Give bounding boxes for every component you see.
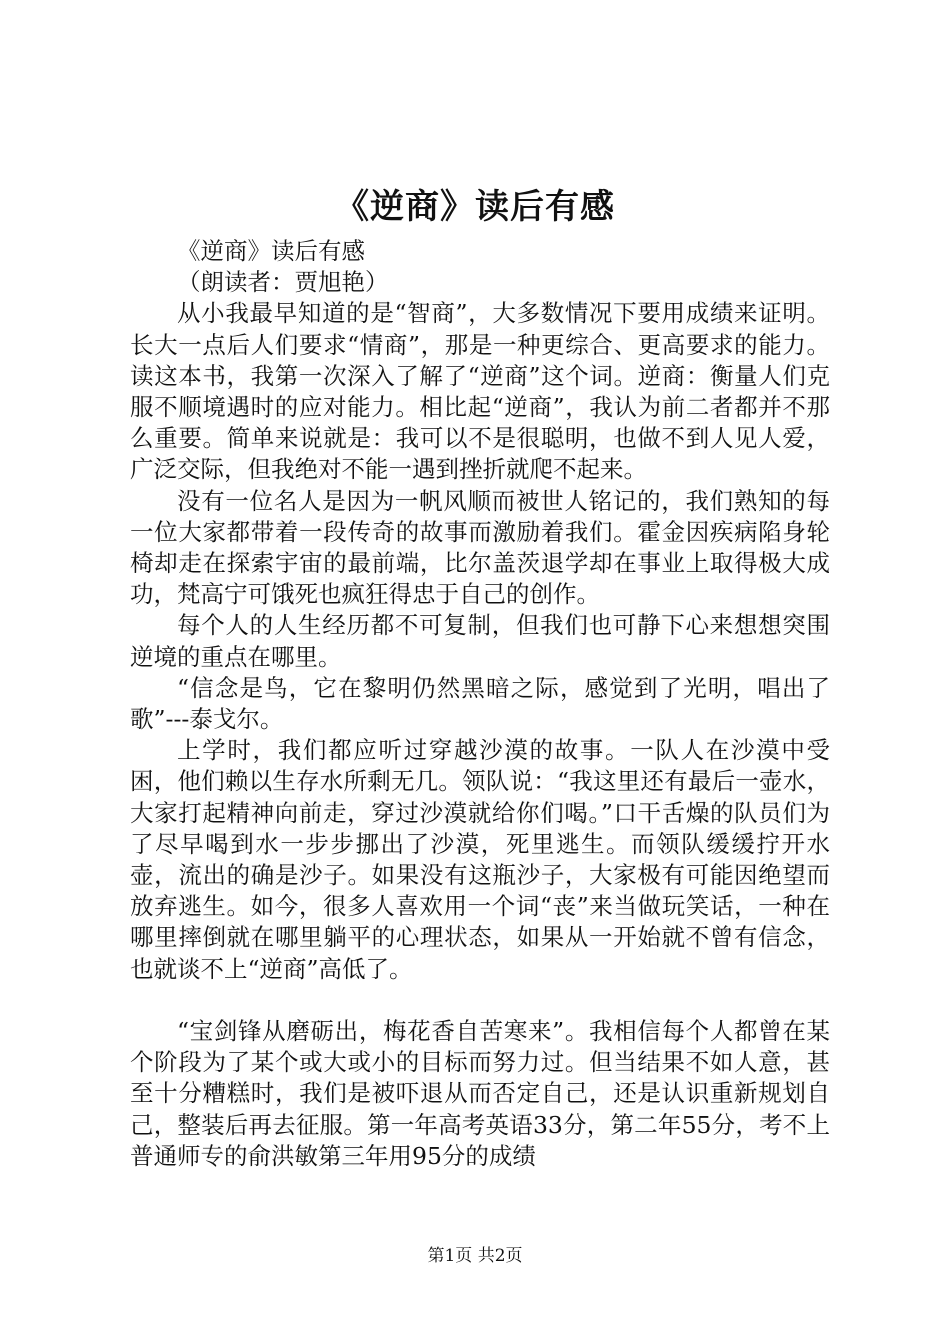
paragraph: “宝剑锋从磨砺出，梅花香自苦寒来”。我相信每个人都曾在某个阶段为了某个或大或小的目标而努力过。但当结果不如人意，甚至十分糟糕时，我们是被吓退从而否定自己，还是认识重新规划自己，整装后再去征服。第一年高考英语33分，第二年55分，考不上普通师专的俞洪敏第三年用95分的成绩	[130, 1017, 830, 1170]
reader-line: （朗读者：贾旭艳）	[177, 268, 389, 297]
page-number: 第1页 共2页	[427, 1246, 523, 1266]
document-body	[130, 236, 830, 1172]
paragraph: 没有一位名人是因为一帆风顺而被世人铭记的，我们熟知的每一位大家都带着一段传奇的故事而激励着我们。霍金因疾病陷身轮椅却走在探索宇宙的最前端，比尔盖茨退学却在事业上取得极大成功，梵高宁可饿死也疯狂得忠于自己的创作。	[130, 486, 830, 609]
subtitle-line: 《逆商》读后有感	[177, 237, 365, 265]
blank-line	[130, 985, 830, 1016]
document-title: 《逆商》读后有感	[335, 187, 615, 227]
paragraph: 每个人的人生经历都不可复制，但我们也可静下心来想想突围逆境的重点在哪里。	[130, 611, 830, 671]
paragraph: 从小我最早知道的是“智商”，大多数情况下要用成绩来证明。长大一点后人们要求“情商”，那是一种更综合、更高要求的能力。读这本书，我第一次深入了解了“逆商”这个词。逆商：衡量人们克服不顺境遇时的应对能力。相比起“逆商”，我认为前二者都并不那么重要。简单来说就是：我可以不是很聪明，也做不到人见人爱，广泛交际，但我绝对不能一遇到挫折就爬不起来。	[130, 299, 830, 484]
paragraph: 上学时，我们都应听过穿越沙漠的故事。一队人在沙漠中受困，他们赖以生存水所剩无几。领队说：“我这里还有最后一壶水，大家打起精神向前走，穿过沙漠就给你们喝。”口干舌燥的队员们为了尽早喝到水一步步挪出了沙漠，死里逃生。而领队缓缓拧开水壶，流出的确是沙子。如果没有这瓶沙子，大家极有可能因绝望而放弃逃生。如今，很多人喜欢用一个词“丧”来当做玩笑话，一种在哪里摔倒就在哪里躺平的心理状态，如果从一开始就不曾有信念，也就谈不上“逆商”高低了。	[130, 736, 830, 983]
quote-paragraph: “信念是鸟，它在黎明仍然黑暗之际，感觉到了光明，唱出了歌”---泰戈尔。	[130, 673, 830, 734]
